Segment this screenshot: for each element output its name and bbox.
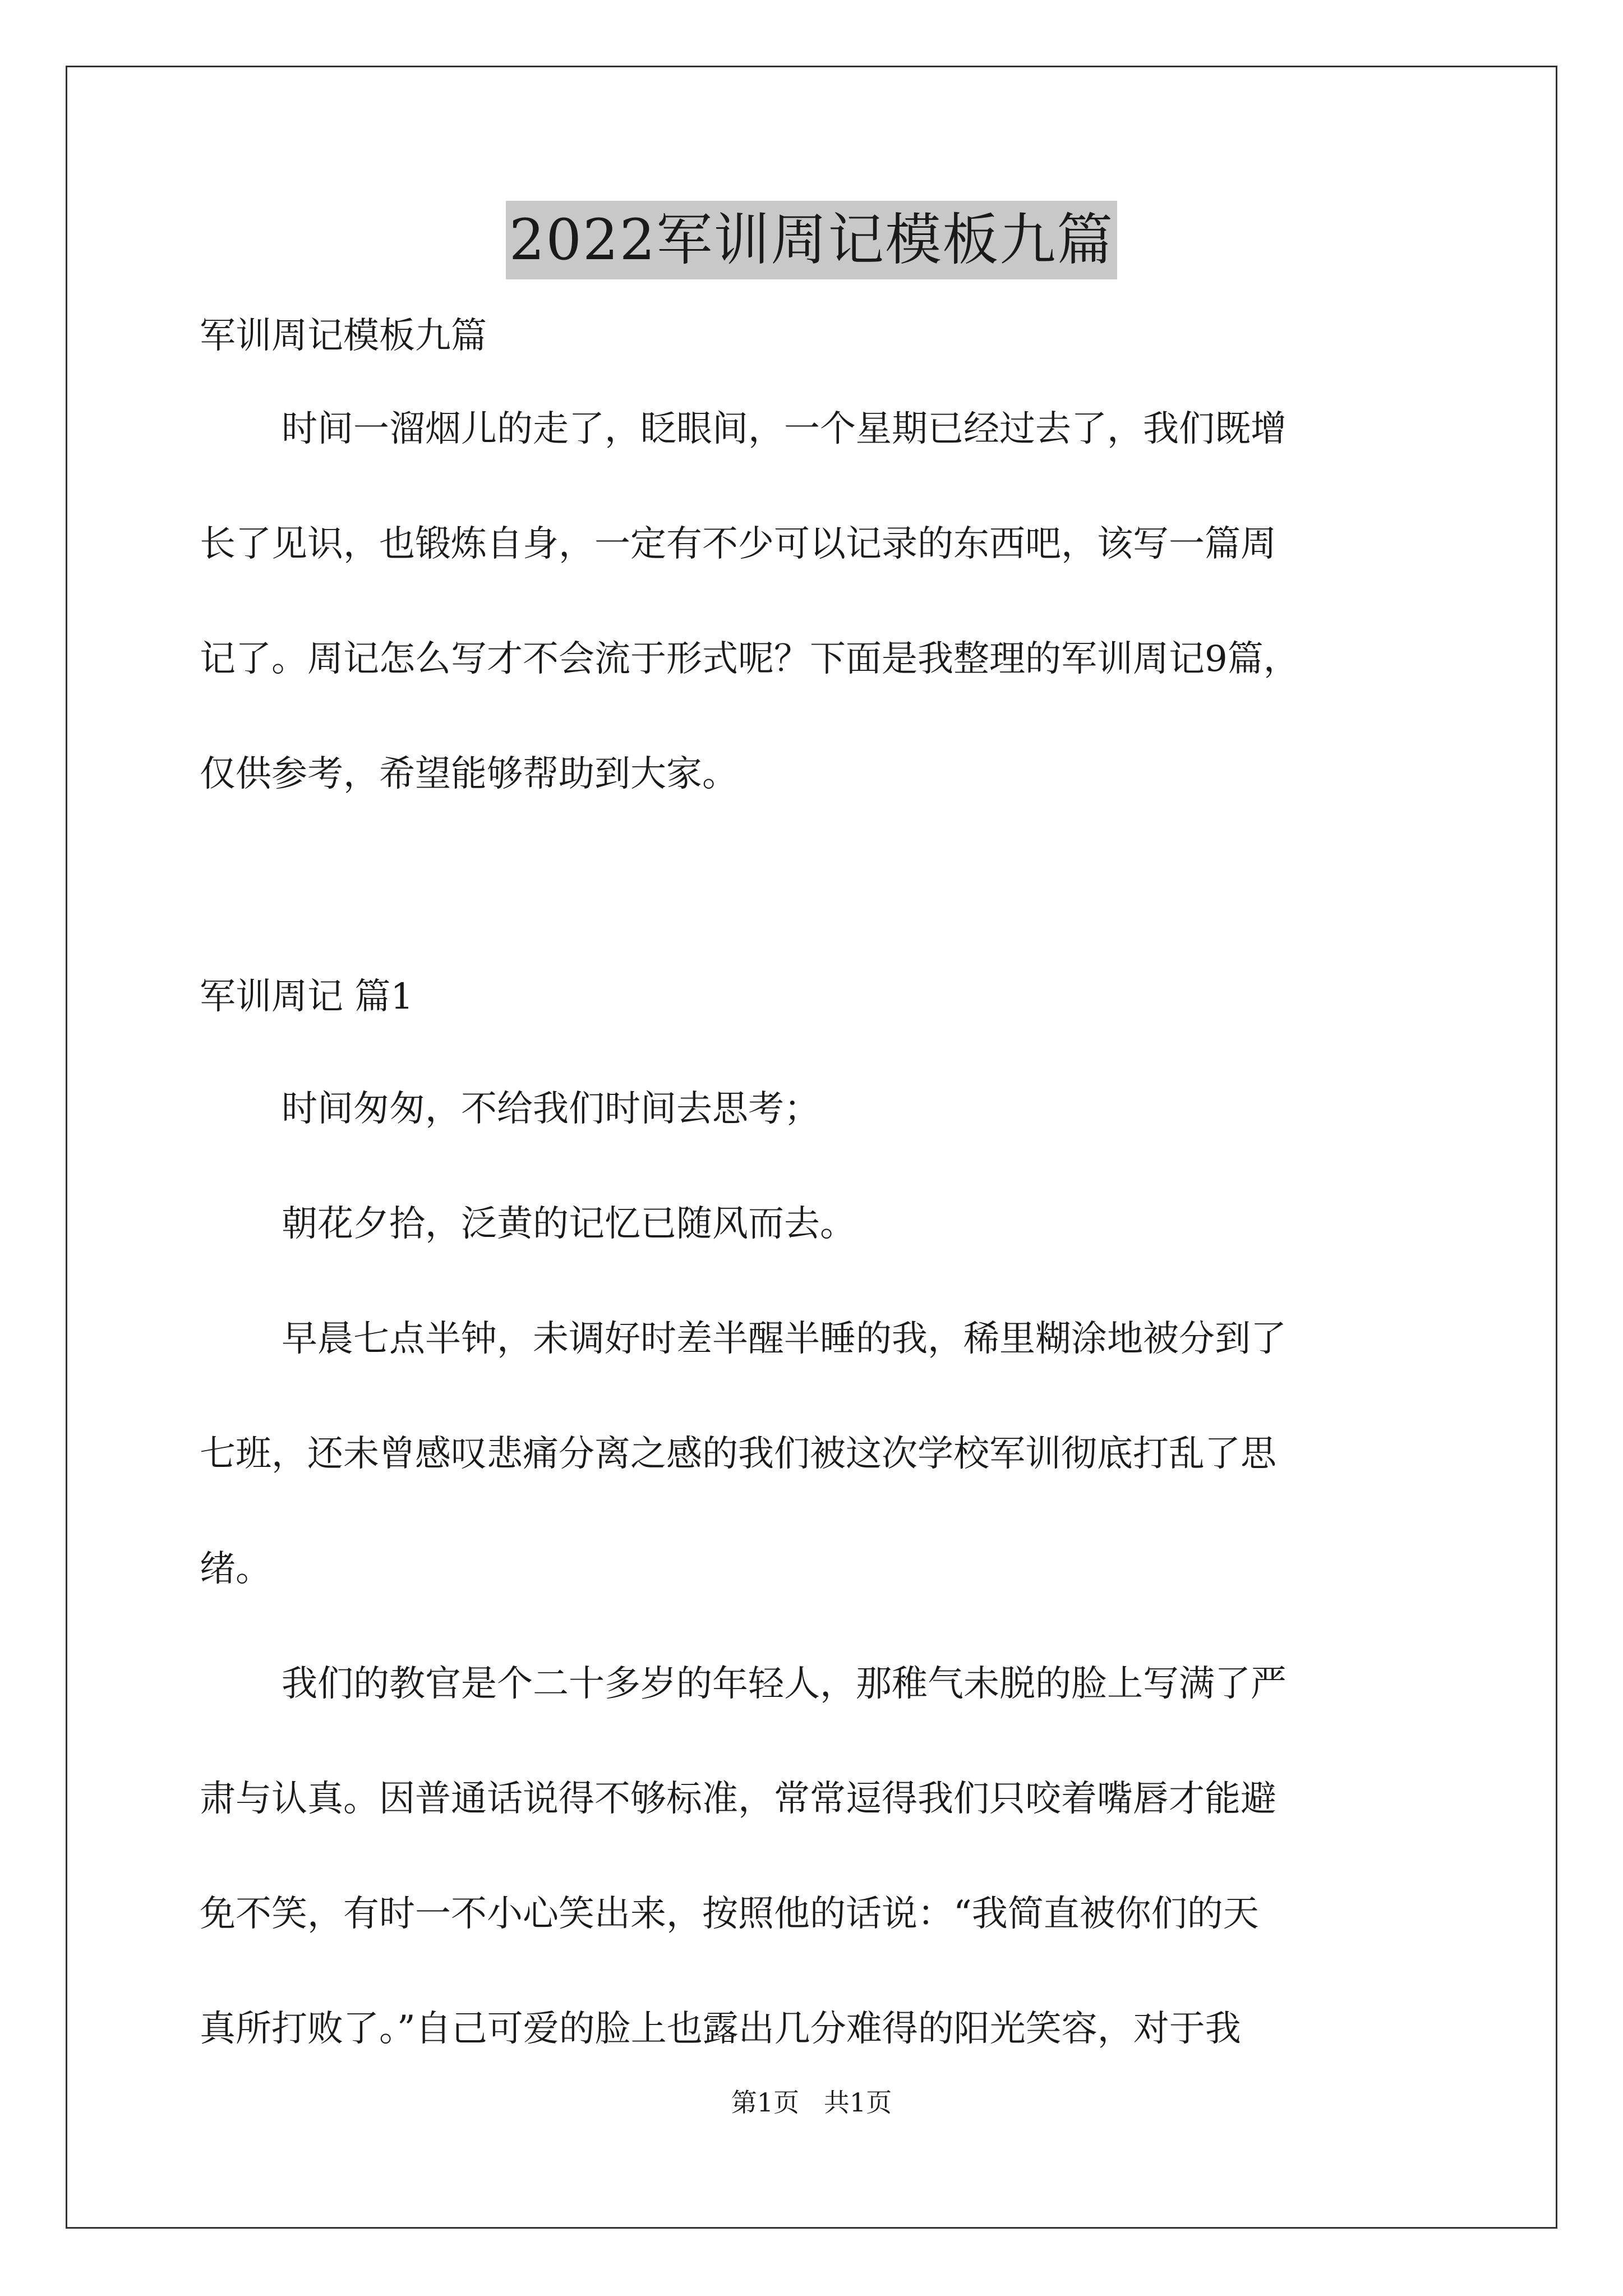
paragraph-line: 七班，还未曾感叹悲痛分离之感的我们被这次学校军训彻底打乱了思	[200, 1433, 1276, 1475]
section-paragraph	[200, 1052, 1433, 1167]
section-paragraph	[200, 1627, 1433, 2087]
page-footer: 第1页 共1页	[731, 2087, 892, 2118]
paragraph-line: 朝花夕拾，泛黄的记忆已随风而去。	[282, 1203, 856, 1245]
paragraph-line: 我们的教官是个二十多岁的年轻人，那稚气未脱的脸上写满了严	[282, 1663, 1287, 1705]
paragraph-line: 时间一溜烟儿的走了，眨眼间，一个星期已经过去了，我们既增	[282, 408, 1287, 450]
section-paragraph	[200, 1282, 1433, 1627]
paragraph-line: 真所打败了。”自己可爱的脸上也露出几分难得的阳光笑容，对于我	[200, 2008, 1241, 2050]
paragraph-line: 时间匆匆，不给我们时间去思考；	[282, 1088, 820, 1130]
subtitle: 军训周记模板九篇	[200, 315, 487, 357]
section-paragraph	[200, 1167, 1433, 1282]
intro-paragraph	[200, 372, 1433, 832]
paragraph-line: 记了。周记怎么写才不会流于形式呢？下面是我整理的军训周记9篇，	[200, 638, 1299, 680]
paragraph-line: 肃与认真。因普通话说得不够标准，常常逗得我们只咬着嘴唇才能避	[200, 1778, 1276, 1820]
document-body	[200, 311, 1433, 2087]
paragraph-line: 仅供参考，希望能够帮助到大家。	[200, 753, 738, 795]
paragraph-line: 长了见识，也锻炼自身，一定有不少可以记录的东西吧，该写一篇周	[200, 523, 1276, 565]
section-heading: 军训周记 篇1	[200, 976, 414, 1018]
title-container	[0, 201, 1623, 279]
paragraph-line: 早晨七点半钟，未调好时差半醒半睡的我，稀里糊涂地被分到了	[282, 1318, 1287, 1360]
paragraph-line: 绪。	[200, 1548, 271, 1590]
paragraph-line: 免不笑，有时一不小心笑出来，按照他的话说：“我简直被你们的天	[200, 1893, 1259, 1935]
document-title: 2022军训周记模板九篇	[506, 201, 1118, 279]
